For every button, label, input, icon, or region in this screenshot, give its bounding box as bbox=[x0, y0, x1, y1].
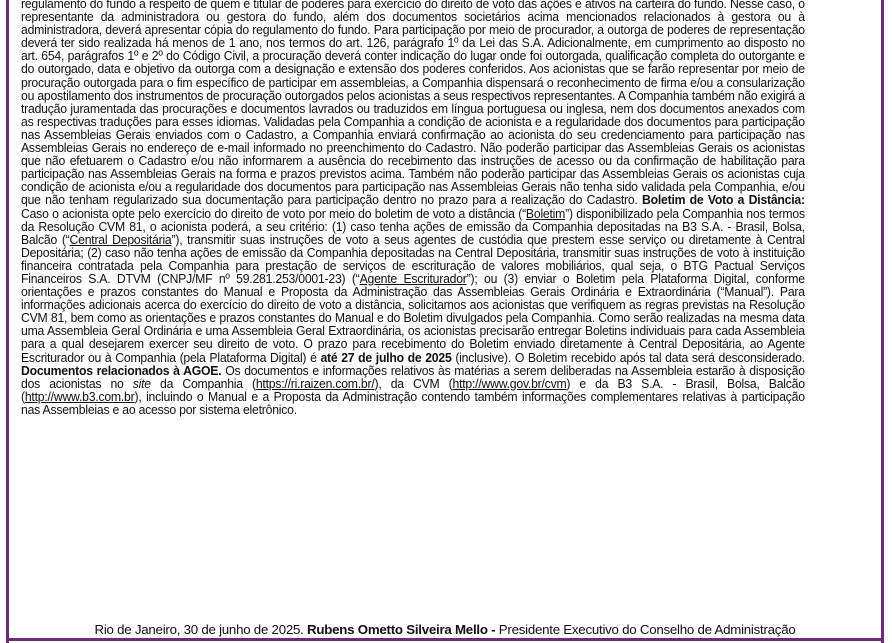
notice-text: ”); ou (3) enviar o Boletim pela Plataforma Digital, conforme orientações e prazos constantes do Manual e Proposta da Administração das Assembleias Gerais Ordinária e Extraordinária (“Manual”). Para informações adicionais acerca do exercício do direito de voto a distância, solicitamos aos acionistas que verifiquem as regras previstas na Resolução CVM 81, bem como as orientações e prazos constantes do Manual e do Boletim divulgados pela Companhia. Como serão realizadas na mesma data uma Assembleia Geral Ordinária e uma Assembleia Geral Extraordinária, os acionistas precisarão entregar Boletins individuais para cada Assembleia para a qual desejarem exercer seu direito de voto. O prazo para recebimento do Boletim enviado diretamente à Central Depositária, ao Agente Escriturador ou à Companhia (pela Plataforma Digital) é bbox=[21, 270, 805, 365]
site-word: site bbox=[132, 375, 151, 391]
notice-text: regulamento do fundo a respeito de quem é titular de poderes para exercício do direito de voto das ações e ativos na carteira do fundo. Nesse caso, o representante da administradora ou gestora do fundo, além dos documentos societários acima mencionados relacionados à gestora ou à administradora, deverá apresentar cópia do regulamento do fundo. Para participação por meio de procurador, a outorga de poderes de representação deverá ter sido realizada há menos de 1 ano, nos termos do art. 126, parágrafo 1º da Lei das S.A. Adicionalmente, em cumprimento ao disposto no art. 654, parágrafos 1º e 2º do Código Civil, a procuração deverá conter indicação do lugar onde foi outorgada, qualificação completa do outorgante e do outorgado, data e objetivo da outorga com a designação e extensão dos poderes conferidos. Aos acionistas que se farão representar por meio de procuração outorgada para o fim específico de participar em assembleias, a Companhia dispensará o reconhecimento de firma e/ou a consularização ou apostilamento dos instrumentos de procuração outorgados pelos acionistas a seus respectivos representantes. A Companhia também não exigirá a tradução juramentada das procurações e documentos lavrados ou traduzidos em língua portuguesa ou inglesa, nem dos documentos anexados com as respectivas traduções para esses idiomas. Validadas pela Companhia a condição de acionista e a regularidade dos documentos para participação nas Assembleias Gerais enviados com o Cadastro, a Companhia enviará confirmação ao acionista do seu credenciamento para participação nas Assembleias Gerais no endereço de e-mail informado no preenchimento do Cadastro. Não poderão participar das Assembleias Gerais os acionistas que não efetuarem o Cadastro e/ou não informarem a ausência do recebimento das instruções de acesso ou da confirmação de habilitação para participação nas Assembleias Gerais na forma e prazos previstos acima. Também não poderão participar das Assembleias Gerais os acionistas cuja condição de acionista e/ou a regularidade dos documentos para participação nas Assembleias Gerais não tenha sido validada pela Companhia, e/ou que não tenham regularizado sua documentação para participação dentro no prazo para a realização do Cadastro. bbox=[21, 0, 805, 208]
boletim-heading: Boletim de Voto a Distância: bbox=[642, 192, 805, 208]
notice-text: da Companhia ( bbox=[150, 375, 256, 391]
deadline-date: até 27 de julho de 2025 bbox=[320, 349, 452, 365]
notice-text: (inclusive). O Boletim recebido após tal data será desconsiderado. bbox=[451, 349, 805, 365]
signatory-name: Rubens Ometto Silveira Mello - bbox=[307, 622, 499, 637]
central-depositaria-term: Central Depositária bbox=[69, 231, 172, 247]
documents-heading: Documentos relacionados à AGOE. bbox=[21, 362, 222, 378]
b3-link[interactable]: http://www.b3.com.br bbox=[24, 388, 135, 404]
signatory-role: Presidente Executivo do Conselho de Administração bbox=[498, 622, 796, 637]
notice-text: Caso o acionista opte pelo exercício do direito de voto por meio do boletim de voto a distância (“ bbox=[21, 205, 526, 221]
notice-text: ), incluindo o Manual e a Proposta da Administração contendo também informações complementares relativas à participação nas Assembleias e ao acesso por sistema eletrônico. bbox=[21, 388, 805, 417]
notice-text: ”), transmitir suas instruções de voto a seus agentes de custódia que prestem esse serviço ou diretamente à Central Depositária; (2) caso não tenha ações de emissão da Companhia depositadas na Central Depositária, transmitir suas instruções de voto à instituição financeira contratada pela Companhia para prestação de serviços de escrituração de valores mobiliários, qual seja, o BTG Pactual Serviços Financeiros S.A. DTVM (CNPJ/MF nº 59.281.253/0001-23) (“ bbox=[21, 231, 805, 286]
notice-text: ), da CVM ( bbox=[374, 375, 453, 391]
notice-text: ) e da B3 S.A. - Brasil, Bolsa, Balcão ( bbox=[21, 375, 805, 404]
boletim-term: Boletim bbox=[525, 205, 566, 221]
notice-text: Os documentos e informações relativos às matérias a serem deliberadas na Assembleia estarão à disposição dos acionistas no bbox=[21, 362, 805, 391]
notice-paragraph bbox=[21, 0, 805, 416]
signature-line bbox=[12, 622, 878, 637]
raizen-ri-link[interactable]: https://ri.raizen.com.br/ bbox=[255, 375, 375, 391]
cvm-link[interactable]: http://www.gov.br/cvm bbox=[452, 375, 567, 391]
signature-place-date: Rio de Janeiro, 30 de junho de 2025. bbox=[94, 622, 308, 637]
notice-body bbox=[21, 0, 805, 416]
notice-text: ”) disponibilizado pela Companhia nos termos da Resolução CVM 81, o acionista poderá, a seu critério: (1) caso tenha ações de emissão da Companhia depositadas na B3 S.A. - Brasil, Bolsa, Balcão (“ bbox=[21, 205, 805, 247]
bottom-frame-rule bbox=[6, 638, 884, 641]
agente-escriturador-term: Agente Escriturador bbox=[359, 270, 467, 286]
